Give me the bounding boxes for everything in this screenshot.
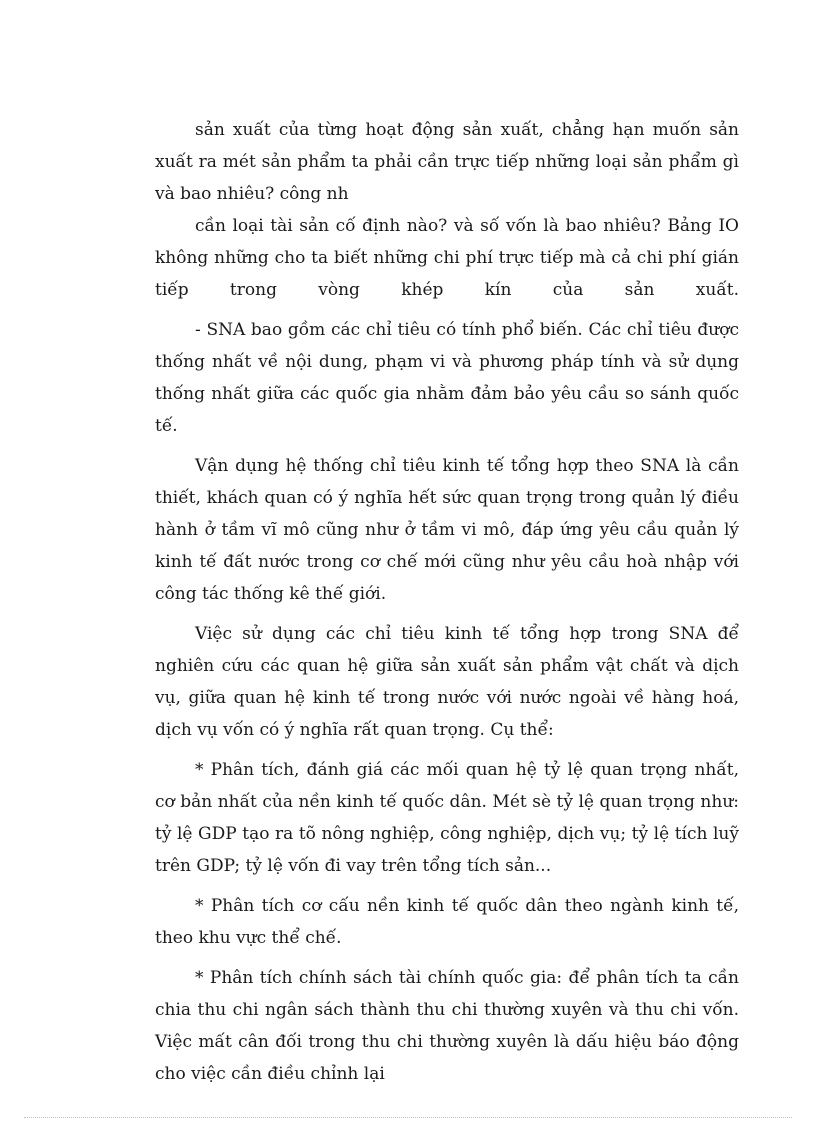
paragraph-8: * Phân tích chính sách tài chính quốc gia: để phân tích ta cần chia thu chi ngân sách thành thu chi thường xuyên và thu chi vốn. Việc mất cân đối trong thu chi thường xuyên là dấu hiệu báo động cho việc cần điều chỉnh lại bbox=[155, 968, 739, 1084]
paragraph-5: Việc sử dụng các chỉ tiêu kinh tế tổng hợp trong SNA để nghiên cứu các quan hệ giữa sản xuất sản phẩm vật chất và dịch vụ, giữa quan hệ kinh tế trong nước với nước ngoài về hàng hoá, dịch vụ vốn có ý nghĩa rất quan trọng. Cụ thể: bbox=[155, 624, 739, 740]
paragraph-6: * Phân tích, đánh giá các mối quan hệ tỷ lệ quan trọng nhất, cơ bản nhất của nền kinh tế quốc dân. Mét sè tỷ lệ quan trọng như: tỷ lệ GDP tạo ra tõ nông nghiệp, công nghiệp, dịch vụ; tỷ lệ tích luỹ trên GDP; tỷ lệ vốn đi vay trên tổng tích sản... bbox=[155, 760, 739, 876]
paragraph-7: * Phân tích cơ cấu nền kinh tế quốc dân theo ngành kinh tế, theo khu vực thể chế. bbox=[155, 896, 739, 948]
paragraph-1: sản xuất của từng hoạt động sản xuất, chẳng hạn muốn sản xuất ra mét sản phẩm ta phải cần trực tiếp những loại sản phẩm gì và bao nhiêu? công nh bbox=[155, 120, 739, 204]
paragraph-2: cần loại tài sản cố định nào? và số vốn là bao nhiêu? Bảng IO không những cho ta biết những chi phí trực tiếp mà cả chi phí gián tiếp trong vòng khép kín của sản xuất. bbox=[155, 216, 739, 300]
body-text bbox=[155, 114, 739, 1090]
page-bottom-divider bbox=[24, 1117, 792, 1118]
paragraph-4: Vận dụng hệ thống chỉ tiêu kinh tế tổng hợp theo SNA là cần thiết, khách quan có ý nghĩa hết sức quan trọng trong quản lý điều hành ở tầm vĩ mô cũng như ở tầm vi mô, đáp ứng yêu cầu quản lý kinh tế đất nước trong cơ chế mới cũng như yêu cầu hoà nhập với công tác thống kê thế giới. bbox=[155, 456, 739, 604]
paragraph-3: - SNA bao gồm các chỉ tiêu có tính phổ biến. Các chỉ tiêu được thống nhất về nội dung, phạm vi và phương pháp tính và sử dụng thống nhất giữa các quốc gia nhằm đảm bảo yêu cầu so sánh quốc tế. bbox=[155, 320, 739, 436]
